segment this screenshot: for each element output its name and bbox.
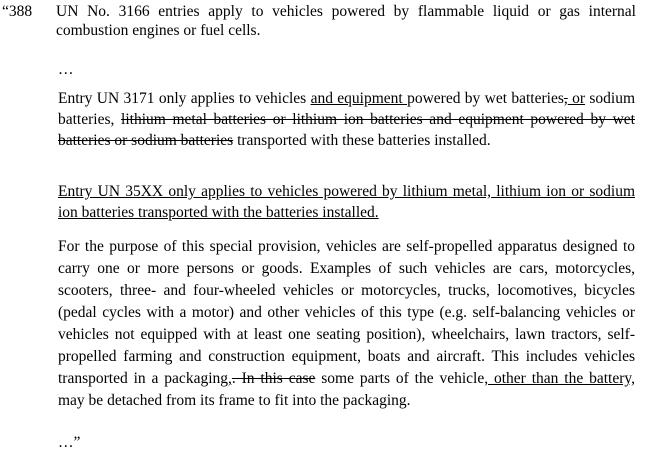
paragraph-un35xx-inserted: Entry UN 35XX only applies to vehicles powered by lithium metal, lithium ion or sodium ion batteries transported with the batteries installed. [58,183,635,221]
p2-deleted-1: , [563,90,568,107]
p2-text-4: transported with these batteries installed. [233,132,491,149]
paragraph-vehicle-definition [58,236,635,412]
p2-deleted-2: lithium metal batteries or lithium ion batteries and equipment powered by wet batteries or sodium batteries [58,111,635,149]
ellipsis-top: … [58,61,74,78]
p2-text-3: sodium batteries, [58,90,636,128]
ellipsis-bottom: …” [58,434,81,451]
p4-text-2: some parts of the vehicle [315,370,485,387]
p2-text-2: powered by wet batteries [407,90,564,107]
p4-inserted-1: , [228,370,232,387]
p4-text-1: For the purpose of this special provision, vehicles are self-propelled apparatus designed to carry one or more persons or goods. Examples of such vehicles are cars, motorcycles, scooters, three- and four-wheeled vehicles or motorcycles, trucks, locomotives, bicycles (pedal cycles with a motor) and other vehicles of this type (e.g. self-balancing vehicles or vehicles not equipped with at least one seating position), wheelchairs, lawn tractors, self-propelled farming and construction equipment, boats and aircraft. This includes vehicles transported in a packaging [58,238,635,387]
provision-number: “388 [2,3,33,20]
p2-inserted-2: or [567,90,586,107]
p2-inserted-1: and equipment [310,90,408,107]
p4-inserted-2: , other than the battery, [484,370,636,387]
p2-text-1: Entry UN 3171 only applies to vehicles [58,90,311,107]
intro-text: UN No. 3166 entries apply to vehicles powered by flammable liquid or gas internal combustion engines or fuel cells. [56,3,636,39]
paragraph-un3171 [58,88,635,151]
p4-text-3: may be detached from its frame to fit into the packaging. [58,392,411,409]
p4-deleted-1: . In this case [231,370,316,387]
provision-intro [56,2,636,40]
